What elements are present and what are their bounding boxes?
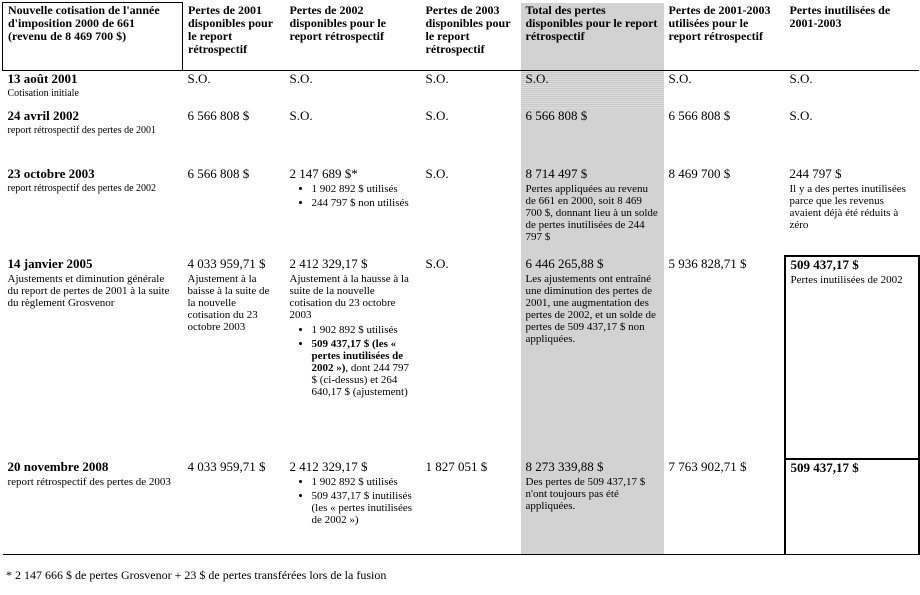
row-date-cell: [3, 166, 183, 256]
value-used: 6 566 808 $: [668, 107, 731, 123]
value-2002: 2 147 689 $*: [289, 165, 358, 181]
table-row: [3, 71, 919, 108]
value-2003: S.O.: [425, 255, 449, 271]
value-2003: S.O.: [425, 107, 449, 123]
header-total-losses: Total des pertes disponibles pour le report rétrospectif: [521, 3, 664, 71]
row-description: report rétrospectif des pertes de 2001: [7, 124, 157, 136]
list-item: • 1 902 892 $ utilisés: [312, 324, 416, 336]
table-row: [3, 256, 919, 459]
row-description: report rétrospectif des pertes de 2002: [7, 182, 157, 194]
row-date: 14 janvier 2005: [7, 255, 93, 271]
value-2001: 4 033 959,71 $: [187, 458, 266, 474]
value-2003: S.O.: [425, 71, 449, 86]
row-date-cell: [3, 256, 183, 459]
unused-2002-bold-label: 509 437,17 $ (les « pertes inutilisées de 2002 »): [311, 337, 404, 374]
value-total: S.O.: [525, 71, 549, 86]
row-date: 23 octobre 2003: [7, 165, 95, 181]
value-used: 8 469 700 $: [668, 165, 731, 181]
row-date-cell: [3, 71, 183, 108]
list-item: • 244 797 $ non utilisés: [312, 197, 416, 209]
value-total: 8 714 497 $: [525, 165, 588, 181]
row-description: report rétrospectif des pertes de 2003: [7, 475, 171, 488]
value-total: 6 566 808 $: [525, 107, 588, 123]
row-date: 24 avril 2002: [7, 107, 79, 123]
header-reassessment: Nouvelle cotisation de l'année d'imposition 2000 de 661 (revenu de 8 469 700 $): [3, 3, 183, 71]
header-losses-2003: Pertes de 2003 disponibles pour le report rétrospectif: [421, 3, 521, 71]
unused-note: Pertes inutilisées de 2002: [790, 273, 903, 286]
row-date-cell: [3, 459, 183, 555]
value-2001: S.O.: [187, 71, 211, 86]
header-losses-2002: Pertes de 2002 disponibles pour le report rétrospectif: [285, 3, 421, 71]
loss-carryback-table: [2, 2, 920, 555]
footnote: * 2 147 666 $ de pertes Grosvenor + 23 $ de pertes transférées lors de la fusion: [6, 568, 387, 582]
header-row: [3, 3, 919, 71]
row-date: 13 août 2001: [7, 71, 78, 86]
header-unused-losses: Pertes inutilisées de 2001-2003: [785, 3, 919, 71]
header-used-losses: Pertes de 2001-2003 utilisées pour le report rétrospectif: [664, 3, 785, 71]
value-2002: S.O.: [289, 107, 313, 123]
bullet-list: [290, 476, 416, 526]
table-row: [3, 459, 919, 555]
header-losses-2001: Pertes de 2001 disponibles pour le report rétrospectif: [183, 3, 285, 71]
total-note: Des pertes de 509 437,17 $ n'ont toujours pas été appliquées.: [525, 475, 646, 512]
value-used: S.O.: [668, 71, 692, 86]
total-note: Les ajustements ont entraîné une diminution des pertes de 2001, une augmentation des pertes de 2002, et un solde de pertes de 509 437,17 $ non appliquées.: [525, 272, 656, 345]
value-2001: 6 566 808 $: [187, 165, 250, 181]
value-unused: 509 437,17 $: [790, 256, 859, 272]
unused-note: Il y a des pertes inutilisées parce que les revenus avaient déjà été réduits à zéro: [789, 182, 906, 231]
value-2001: 6 566 808 $: [187, 107, 250, 123]
bullet-list: [290, 324, 416, 398]
bullet-list: [290, 183, 416, 209]
list-item: [312, 338, 416, 398]
value-2002: S.O.: [289, 71, 313, 86]
total-note: Pertes appliquées au revenu de 661 en 2000, soit 8 469 700 $, donnant lieu à un solde de pertes inutilisées de 244 797 $: [525, 182, 658, 243]
table-row: [3, 108, 919, 166]
value-unused: S.O.: [789, 71, 813, 86]
value-used: 7 763 902,71 $: [668, 458, 747, 474]
value-unused: 244 797 $: [789, 165, 842, 181]
value-unused: S.O.: [789, 107, 813, 123]
row-date-cell: [3, 108, 183, 166]
list-item: • 509 437,17 $ inutilisés (les « pertes inutilisées de 2002 »): [312, 490, 416, 526]
row-date: 20 novembre 2008: [7, 458, 109, 474]
value-unused: 509 437,17 $: [790, 459, 859, 475]
value-2002-note: Ajustement à la hausse à la suite de la nouvelle cotisation du 23 octobre 2003: [289, 272, 409, 321]
value-2001-note: Ajustement à la baisse à la suite de la nouvelle cotisation du 23 octobre 2003: [187, 272, 270, 333]
value-2002: 2 412 329,17 $: [289, 255, 368, 271]
table-row: [3, 166, 919, 256]
value-total: 6 446 265,88 $: [525, 255, 604, 271]
value-used: 5 936 828,71 $: [668, 255, 747, 271]
row-description: Ajustements et diminution générale du report de pertes de 2001 à la suite du règlement Grosvenor: [7, 272, 170, 309]
value-2001: 4 033 959,71 $: [187, 255, 266, 271]
value-total: 8 273 339,88 $: [525, 458, 604, 474]
unused-2002-detail: , dont 244 797 $ (ci-dessus) et 264 640,17 $ (ajustement): [311, 361, 409, 398]
list-item: • 1 902 892 $ utilisés: [312, 183, 416, 195]
value-2002: 2 412 329,17 $: [289, 458, 368, 474]
list-item: • 1 902 892 $ utilisés: [312, 476, 416, 488]
row-description: Cotisation initiale: [7, 88, 79, 99]
value-2003: 1 827 051 $: [425, 458, 488, 474]
value-2003: S.O.: [425, 165, 449, 181]
